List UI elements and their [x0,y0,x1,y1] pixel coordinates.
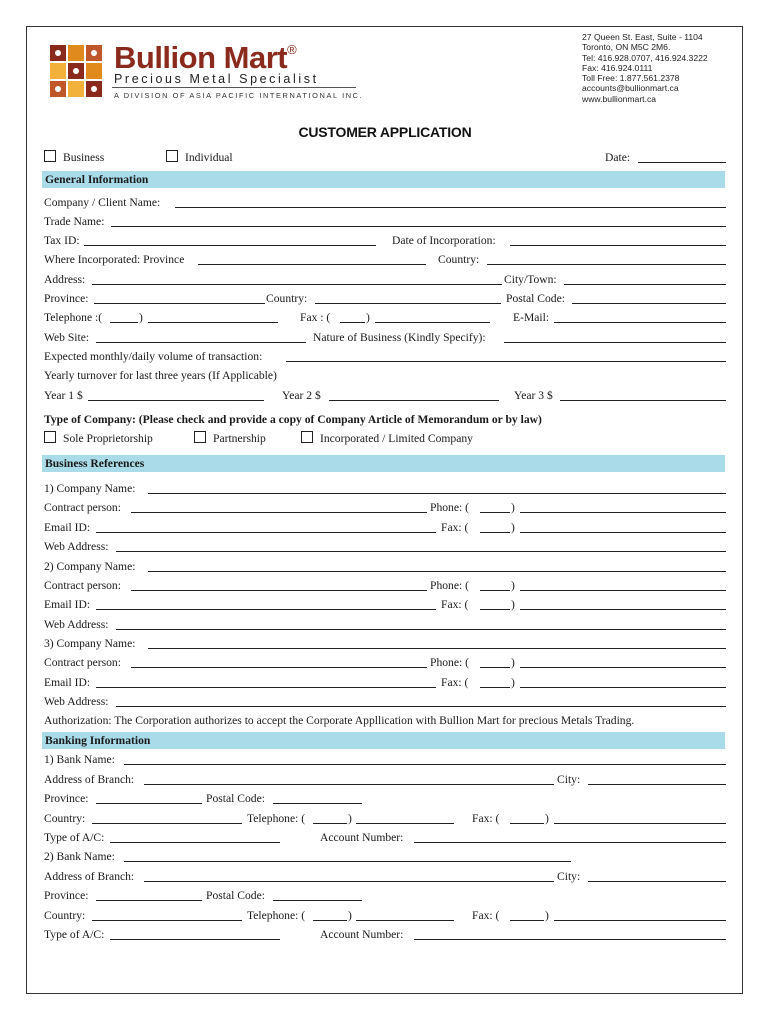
ref3-contact-label: Contract person: [44,656,121,669]
bank2-province-row [44,888,726,904]
ref1-email-field[interactable] [96,532,436,533]
ref3-web-label: Web Address: [44,695,109,708]
year-1-field[interactable] [88,400,264,401]
turnover-years-row [44,388,726,404]
bank2-fax-label: Fax: ( [472,909,500,922]
address-row [44,272,726,288]
telephone-row [44,310,726,326]
bank2-telephone-close-paren: ) [348,909,352,922]
email-label: E-Mail: [513,311,550,324]
authorization-text: Authorization: The Corporation authorizes to accept the Corporate Appllication with Bullion Mart for precious Metals Trading. [44,714,635,727]
ref3-contact-row [44,655,726,671]
expected-volume-row [44,349,726,365]
bank2-ac-type-field[interactable] [110,939,280,940]
year-1-label: Year 1 $ [44,389,83,402]
contact-block [582,32,708,104]
web-site-field[interactable] [96,342,306,343]
contact-email[interactable]: accounts@bullionmart.ca [582,83,679,94]
web-site-row [44,330,726,346]
year-2-field[interactable] [329,400,499,401]
bank1-name-row [44,752,726,768]
ref3-email-row [44,675,726,691]
ref2-company-field[interactable] [148,571,726,572]
bank1-name-field[interactable] [124,764,726,765]
bank2-name-row [44,849,726,865]
bank2-telephone-area-field[interactable] [313,920,347,921]
ref3-fax-area-field[interactable] [480,687,510,688]
fax-number: Fax: 416.924.0111 [582,62,653,73]
partnership-checkbox[interactable] [194,431,206,443]
bank1-country-label: Country: [44,812,86,825]
bank1-postal-label: Postal Code: [206,792,265,805]
year-3-field[interactable] [560,400,726,401]
tax-id-row [44,233,726,249]
partnership-option[interactable] [194,431,266,447]
incorporated-option[interactable] [301,431,473,447]
address-label: Address: [44,273,86,286]
ref2-phone-close-paren: ) [511,579,515,592]
fax-close-paren: ) [366,311,370,324]
nature-of-business-label: Nature of Business (Kindly Specify): [313,331,486,344]
ref2-web-field[interactable] [116,629,726,630]
business-checkbox[interactable] [44,150,56,162]
ref1-email-label: Email ID: [44,521,91,534]
ref1-web-row [44,539,726,555]
ref2-phone-field[interactable] [520,590,726,591]
individual-option[interactable] [166,150,233,166]
ref2-fax-area-field[interactable] [480,609,510,610]
date-of-incorporation-field[interactable] [510,245,726,246]
bank2-fax-area-field[interactable] [510,920,544,921]
ref2-contact-row [44,578,726,594]
where-incorporated-row [44,252,726,268]
bank2-address-field[interactable] [144,881,554,882]
bank2-postal-label: Postal Code: [206,889,265,902]
telephone-numbers: Tel: 416.928.0707, 416.924.3222 [582,52,708,63]
form-title: CUSTOMER APPLICATION [298,124,472,140]
bank1-city-label: City: [557,773,581,786]
bank1-address-field[interactable] [144,784,554,785]
yearly-turnover-label: Yearly turnover for last three years (If Applicable) [44,369,277,382]
bank1-province-row [44,791,726,807]
bank1-address-row [44,772,726,788]
ref2-fax-field[interactable] [520,609,726,610]
ref1-phone-field[interactable] [520,512,726,513]
bank2-postal-field[interactable] [273,900,362,901]
web-site-label: Web Site: [44,331,90,344]
date-label: Date: [605,151,631,164]
country-label: Country: [266,292,308,305]
tax-id-label: Tax ID: [44,234,80,247]
email-field[interactable] [554,322,726,323]
bank2-fax-field[interactable] [554,920,726,921]
bank1-fax-label: Fax: ( [472,812,500,825]
bank1-postal-field[interactable] [273,803,362,804]
ref1-contact-label: Contract person: [44,501,121,514]
bank2-province-field[interactable] [96,900,202,901]
date-of-incorporation-label: Date of Incorporation: [392,234,496,247]
ref3-fax-close-paren: ) [511,676,515,689]
contact-website[interactable]: www.bullionmart.ca [582,93,657,104]
bank1-telephone-field[interactable] [356,823,454,824]
bank2-telephone-label: Telephone: ( [247,909,306,922]
bullion-mart-logo [48,43,104,99]
ref3-phone-field[interactable] [520,667,726,668]
sole-proprietorship-checkbox[interactable] [44,431,56,443]
company-name-row [44,195,726,211]
general-info-header: General Information [42,171,725,188]
ref3-company-field[interactable] [148,648,726,649]
ref1-company-label: 1) Company Name: [44,482,136,495]
business-option[interactable] [44,150,104,166]
ref2-company-label: 2) Company Name: [44,560,136,573]
city-town-label: City/Town: [504,273,557,286]
city-town-field[interactable] [564,284,726,285]
bank1-province-label: Province: [44,792,89,805]
brand-name: Bullion Mart® [114,40,297,75]
bank2-country-field[interactable] [92,920,242,921]
bank2-account-number-field[interactable] [414,939,726,940]
bank2-address-label: Address of Branch: [44,870,135,883]
incorporated-country-field[interactable] [487,264,726,265]
postal-code-label: Postal Code: [506,292,565,305]
ref1-web-field[interactable] [116,551,726,552]
bank1-account-number-field[interactable] [414,842,726,843]
bank1-telephone-area-field[interactable] [313,823,347,824]
bank2-country-label: Country: [44,909,86,922]
division-text: A DIVISION OF ASIA PACIFIC INTERNATIONAL INC. [114,91,364,100]
business-references-header: Business References [42,455,725,472]
bank2-account-number-label: Account Number: [320,928,404,941]
bank1-fax-close-paren: ) [545,812,549,825]
tax-id-field[interactable] [84,245,376,246]
ref1-company-row [44,481,726,497]
ref2-web-row [44,617,726,633]
banking-info-header: Banking Information [42,732,725,749]
ref1-contact-field[interactable] [131,512,427,513]
bank1-telephone-label: Telephone: ( [247,812,306,825]
ref2-contact-label: Contract person: [44,579,121,592]
bank2-name-label: 2) Bank Name: [44,850,115,863]
bank2-city-field[interactable] [588,881,726,882]
incorporated-checkbox[interactable] [301,431,313,443]
bank2-fax-close-paren: ) [545,909,549,922]
bank1-ac-type-label: Type of A/C: [44,831,105,844]
bank1-city-field[interactable] [588,784,726,785]
year-2-label: Year 2 $ [282,389,321,402]
bank1-name-label: 1) Bank Name: [44,753,115,766]
date-field[interactable] [638,162,726,163]
company-name-field[interactable] [175,207,726,208]
ref2-web-label: Web Address: [44,618,109,631]
bank1-account-row [44,830,726,846]
country-field[interactable] [315,303,501,304]
ref1-fax-close-paren: ) [511,521,515,534]
ref3-contact-field[interactable] [131,667,427,668]
incorporated-country-label: Country: [438,253,480,266]
ref1-fax-area-field[interactable] [480,532,510,533]
tagline-divider [112,87,356,88]
bank2-ac-type-label: Type of A/C: [44,928,105,941]
where-incorporated-label: Where Incorporated: Province [44,253,185,266]
province-field[interactable] [94,303,265,304]
bank1-fax-field[interactable] [554,823,726,824]
ref2-phone-area-field[interactable] [480,590,510,591]
ref1-phone-label: Phone: ( [430,501,469,514]
ref2-company-row [44,559,726,575]
trade-name-label: Trade Name: [44,215,105,228]
ref3-email-field[interactable] [96,687,436,688]
bank1-telephone-close-paren: ) [348,812,352,825]
bank2-province-label: Province: [44,889,89,902]
incorporated-province-field[interactable] [198,264,426,265]
year-3-label: Year 3 $ [514,389,553,402]
ref1-web-label: Web Address: [44,540,109,553]
address-line-2: Toronto, ON M5C 2M6. [582,42,671,53]
partnership-label: Partnership [213,432,266,445]
ref2-email-label: Email ID: [44,598,91,611]
bank1-country-field[interactable] [92,823,242,824]
ref3-email-label: Email ID: [44,676,91,689]
individual-label: Individual [185,151,233,164]
sole-proprietorship-label: Sole Proprietorship [63,432,153,445]
ref3-phone-close-paren: ) [511,656,515,669]
ref2-fax-label: Fax: ( [441,598,469,611]
ref1-fax-label: Fax: ( [441,521,469,534]
ref3-fax-label: Fax: ( [441,676,469,689]
bank2-city-label: City: [557,870,581,883]
applicant-type-row [44,150,726,166]
sole-proprietorship-option[interactable] [44,431,153,447]
bank1-province-field[interactable] [96,803,202,804]
ref1-contact-row [44,500,726,516]
individual-checkbox[interactable] [166,150,178,162]
expected-volume-label: Expected monthly/daily volume of transaction: [44,350,263,363]
address-line-1: 27 Queen St. East, Suite - 1104 [582,32,703,42]
ref2-contact-field[interactable] [131,590,427,591]
yearly-turnover-row [44,368,726,384]
company-type-header: Type of Company: (Please check and provide a copy of Company Article of Memorandum or by law) [44,413,542,426]
telephone-label: Telephone :( [44,311,103,324]
postal-code-field[interactable] [572,303,726,304]
trade-name-field[interactable] [111,226,726,227]
business-label: Business [63,151,105,164]
bank2-address-row [44,869,726,885]
ref3-company-label: 3) Company Name: [44,637,136,650]
ref2-fax-close-paren: ) [511,598,515,611]
trade-name-row [44,214,726,230]
expected-volume-field[interactable] [286,361,726,362]
bank1-account-number-label: Account Number: [320,831,404,844]
bank1-ac-type-field[interactable] [110,842,280,843]
company-type-options [44,431,726,447]
ref2-phone-label: Phone: ( [430,579,469,592]
ref2-email-field[interactable] [96,609,436,610]
ref3-phone-label: Phone: ( [430,656,469,669]
ref2-email-row [44,597,726,613]
incorporated-label: Incorporated / Limited Company [320,432,473,445]
ref3-web-row [44,694,726,710]
bank2-telephone-field[interactable] [356,920,454,921]
brand-tagline: Precious Metal Specialist [114,72,319,86]
bank1-fax-area-field[interactable] [510,823,544,824]
bank2-name-field[interactable] [124,861,571,862]
toll-free-number: Toll Free: 1.877.561.2378 [582,73,680,84]
bank1-country-row [44,811,726,827]
ref1-fax-field[interactable] [520,532,726,533]
bank2-country-row [44,908,726,924]
company-name-label: Company / Client Name: [44,196,161,209]
ref3-fax-field[interactable] [520,687,726,688]
ref3-company-row [44,636,726,652]
ref1-email-row [44,520,726,536]
ref1-company-field[interactable] [148,493,726,494]
province-label: Province: [44,292,89,305]
ref1-phone-area-field[interactable] [480,512,510,513]
address-field[interactable] [92,284,502,285]
province-row [44,291,726,307]
ref3-web-field[interactable] [116,706,726,707]
telephone-field[interactable] [148,322,278,323]
nature-of-business-field[interactable] [504,342,726,343]
ref3-phone-area-field[interactable] [480,667,510,668]
fax-label: Fax : ( [300,311,331,324]
bank2-account-row [44,927,726,943]
fax-area-code-field[interactable] [340,322,365,323]
fax-field[interactable] [375,322,490,323]
telephone-close-paren: ) [139,311,143,324]
ref1-phone-close-paren: ) [511,501,515,514]
telephone-area-code-field[interactable] [110,322,138,323]
bank1-address-label: Address of Branch: [44,773,135,786]
